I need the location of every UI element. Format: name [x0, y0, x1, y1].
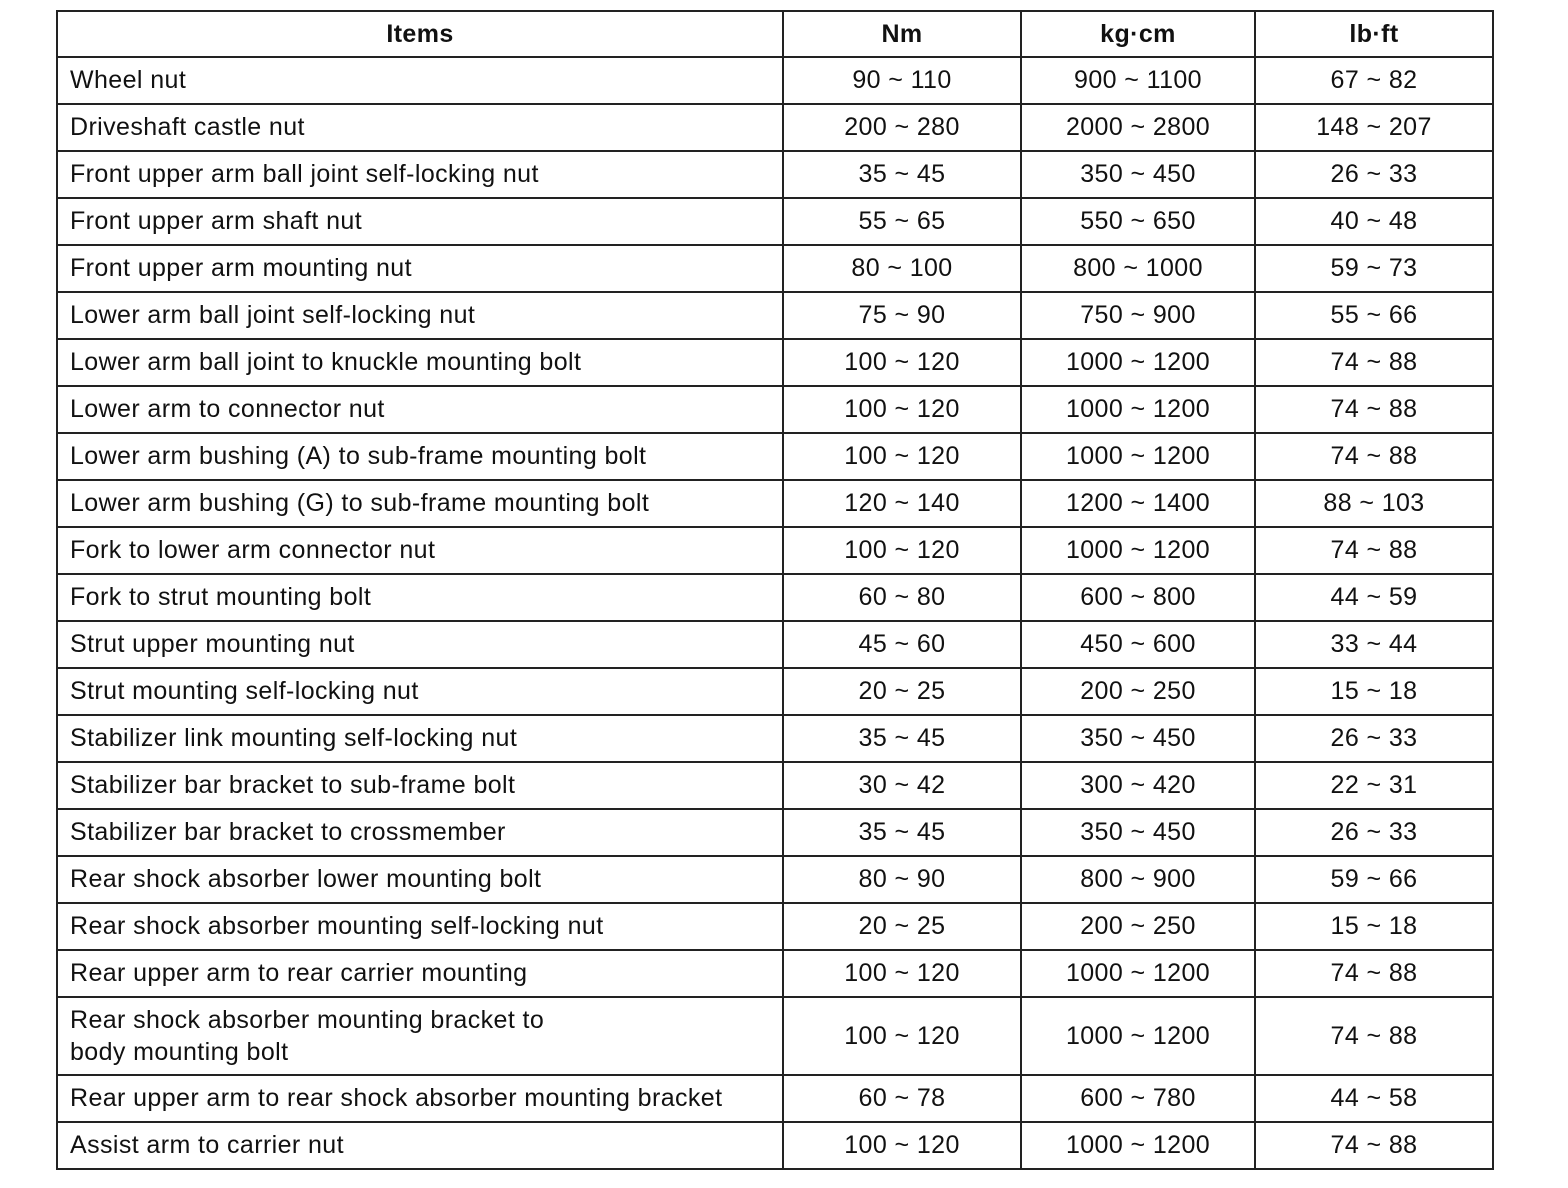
lbft-cell: 148 ~ 207	[1255, 104, 1493, 151]
item-cell	[57, 527, 783, 574]
lbft-cell: 74 ~ 88	[1255, 950, 1493, 997]
kgcm-cell: 1000 ~ 1200	[1021, 1122, 1255, 1169]
kgcm-cell: 800 ~ 1000	[1021, 245, 1255, 292]
lbft-cell: 26 ~ 33	[1255, 151, 1493, 198]
table-row	[57, 339, 1493, 386]
kgcm-cell: 1000 ~ 1200	[1021, 997, 1255, 1075]
nm-cell: 60 ~ 80	[783, 574, 1021, 621]
nm-cell: 100 ~ 120	[783, 997, 1021, 1075]
item-cell	[57, 198, 783, 245]
item-cell	[57, 715, 783, 762]
nm-cell: 80 ~ 90	[783, 856, 1021, 903]
table-row	[57, 621, 1493, 668]
header-kgcm: kg·cm	[1021, 11, 1255, 57]
nm-cell: 100 ~ 120	[783, 339, 1021, 386]
item-label: Lower arm bushing (G) to sub-frame mounting bolt	[70, 489, 650, 517]
item-cell	[57, 245, 783, 292]
item-label: Strut mounting self-locking nut	[70, 677, 419, 705]
kgcm-cell: 350 ~ 450	[1021, 809, 1255, 856]
nm-cell: 60 ~ 78	[783, 1075, 1021, 1122]
lbft-cell: 74 ~ 88	[1255, 1122, 1493, 1169]
nm-cell: 100 ~ 120	[783, 1122, 1021, 1169]
table-row	[57, 198, 1493, 245]
table-row	[57, 762, 1493, 809]
nm-cell: 200 ~ 280	[783, 104, 1021, 151]
item-label: Wheel nut	[70, 66, 187, 94]
item-label: Driveshaft castle nut	[70, 113, 305, 141]
lbft-cell: 26 ~ 33	[1255, 809, 1493, 856]
nm-cell: 120 ~ 140	[783, 480, 1021, 527]
item-cell	[57, 151, 783, 198]
item-cell	[57, 57, 783, 104]
kgcm-cell: 300 ~ 420	[1021, 762, 1255, 809]
nm-cell: 100 ~ 120	[783, 527, 1021, 574]
table-row	[57, 1122, 1493, 1169]
item-label: Fork to lower arm connector nut	[70, 536, 436, 564]
item-label: Rear upper arm to rear shock absorber mounting bracket	[70, 1084, 723, 1112]
nm-cell: 100 ~ 120	[783, 433, 1021, 480]
item-cell	[57, 997, 783, 1075]
table-row	[57, 715, 1493, 762]
nm-cell: 100 ~ 120	[783, 386, 1021, 433]
kgcm-cell: 800 ~ 900	[1021, 856, 1255, 903]
item-label: Stabilizer link mounting self-locking nut	[70, 724, 518, 752]
item-cell	[57, 856, 783, 903]
item-label: Rear upper arm to rear carrier mounting	[70, 959, 528, 987]
item-label: Rear shock absorber mounting self-locking nut	[70, 912, 604, 940]
lbft-cell: 26 ~ 33	[1255, 715, 1493, 762]
nm-cell: 30 ~ 42	[783, 762, 1021, 809]
table-row	[57, 903, 1493, 950]
table-row	[57, 292, 1493, 339]
item-label: Strut upper mounting nut	[70, 630, 355, 658]
kgcm-cell: 750 ~ 900	[1021, 292, 1255, 339]
table-row	[57, 997, 1493, 1075]
item-label: Front upper arm mounting nut	[70, 254, 412, 282]
kgcm-cell: 350 ~ 450	[1021, 715, 1255, 762]
nm-cell: 35 ~ 45	[783, 809, 1021, 856]
nm-cell: 100 ~ 120	[783, 950, 1021, 997]
lbft-cell: 15 ~ 18	[1255, 903, 1493, 950]
item-label: Assist arm to carrier nut	[70, 1131, 344, 1159]
lbft-cell: 59 ~ 73	[1255, 245, 1493, 292]
table-row	[57, 950, 1493, 997]
header-items: Items	[57, 11, 783, 57]
item-label: Lower arm bushing (A) to sub-frame mounting bolt	[70, 442, 647, 470]
nm-cell: 20 ~ 25	[783, 903, 1021, 950]
table-row	[57, 527, 1493, 574]
item-label: Front upper arm ball joint self-locking nut	[70, 160, 539, 188]
header-row	[57, 11, 1493, 57]
kgcm-cell: 1000 ~ 1200	[1021, 433, 1255, 480]
lbft-cell: 74 ~ 88	[1255, 386, 1493, 433]
nm-cell: 90 ~ 110	[783, 57, 1021, 104]
item-cell	[57, 950, 783, 997]
table-body	[57, 57, 1493, 1169]
nm-cell: 35 ~ 45	[783, 151, 1021, 198]
item-cell	[57, 809, 783, 856]
table-row	[57, 809, 1493, 856]
table-row	[57, 856, 1493, 903]
item-cell	[57, 1075, 783, 1122]
header-nm: Nm	[783, 11, 1021, 57]
table-row	[57, 1075, 1493, 1122]
lbft-cell: 74 ~ 88	[1255, 433, 1493, 480]
item-label: Stabilizer bar bracket to crossmember	[70, 818, 506, 846]
kgcm-cell: 1000 ~ 1200	[1021, 386, 1255, 433]
nm-cell: 20 ~ 25	[783, 668, 1021, 715]
table-row	[57, 151, 1493, 198]
item-label: Lower arm ball joint to knuckle mounting bolt	[70, 348, 582, 376]
kgcm-cell: 1000 ~ 1200	[1021, 527, 1255, 574]
nm-cell: 80 ~ 100	[783, 245, 1021, 292]
item-cell	[57, 104, 783, 151]
nm-cell: 55 ~ 65	[783, 198, 1021, 245]
item-cell	[57, 668, 783, 715]
table-row	[57, 574, 1493, 621]
table-row	[57, 245, 1493, 292]
item-cell	[57, 433, 783, 480]
lbft-cell: 59 ~ 66	[1255, 856, 1493, 903]
lbft-cell: 67 ~ 82	[1255, 57, 1493, 104]
item-cell	[57, 621, 783, 668]
item-cell	[57, 480, 783, 527]
kgcm-cell: 550 ~ 650	[1021, 198, 1255, 245]
kgcm-cell: 200 ~ 250	[1021, 903, 1255, 950]
item-cell	[57, 903, 783, 950]
item-cell	[57, 292, 783, 339]
lbft-cell: 74 ~ 88	[1255, 527, 1493, 574]
kgcm-cell: 2000 ~ 2800	[1021, 104, 1255, 151]
kgcm-cell: 1000 ~ 1200	[1021, 339, 1255, 386]
item-cell	[57, 1122, 783, 1169]
item-label: Lower arm to connector nut	[70, 395, 385, 423]
lbft-cell: 40 ~ 48	[1255, 198, 1493, 245]
table-row	[57, 480, 1493, 527]
item-label: Stabilizer bar bracket to sub-frame bolt	[70, 771, 516, 799]
kgcm-cell: 350 ~ 450	[1021, 151, 1255, 198]
table-row	[57, 668, 1493, 715]
kgcm-cell: 900 ~ 1100	[1021, 57, 1255, 104]
item-label: Fork to strut mounting bolt	[70, 583, 372, 611]
item-label-line2: body mounting bolt	[70, 1038, 289, 1066]
item-cell	[57, 574, 783, 621]
item-label: Rear shock absorber lower mounting bolt	[70, 865, 542, 893]
item-label: Rear shock absorber mounting bracket to	[70, 1006, 545, 1034]
lbft-cell: 15 ~ 18	[1255, 668, 1493, 715]
nm-cell: 35 ~ 45	[783, 715, 1021, 762]
lbft-cell: 22 ~ 31	[1255, 762, 1493, 809]
kgcm-cell: 200 ~ 250	[1021, 668, 1255, 715]
kgcm-cell: 600 ~ 800	[1021, 574, 1255, 621]
torque-spec-table	[56, 10, 1494, 1170]
lbft-cell: 44 ~ 59	[1255, 574, 1493, 621]
table-row	[57, 433, 1493, 480]
table-row	[57, 386, 1493, 433]
kgcm-cell: 1000 ~ 1200	[1021, 950, 1255, 997]
item-label: Front upper arm shaft nut	[70, 207, 363, 235]
lbft-cell: 74 ~ 88	[1255, 997, 1493, 1075]
lbft-cell: 44 ~ 58	[1255, 1075, 1493, 1122]
lbft-cell: 33 ~ 44	[1255, 621, 1493, 668]
lbft-cell: 55 ~ 66	[1255, 292, 1493, 339]
item-cell	[57, 386, 783, 433]
nm-cell: 75 ~ 90	[783, 292, 1021, 339]
kgcm-cell: 450 ~ 600	[1021, 621, 1255, 668]
header-lbft: lb·ft	[1255, 11, 1493, 57]
nm-cell: 45 ~ 60	[783, 621, 1021, 668]
item-cell	[57, 339, 783, 386]
table-row	[57, 57, 1493, 104]
item-label: Lower arm ball joint self-locking nut	[70, 301, 476, 329]
table-row	[57, 104, 1493, 151]
lbft-cell: 74 ~ 88	[1255, 339, 1493, 386]
lbft-cell: 88 ~ 103	[1255, 480, 1493, 527]
kgcm-cell: 600 ~ 780	[1021, 1075, 1255, 1122]
item-cell	[57, 762, 783, 809]
kgcm-cell: 1200 ~ 1400	[1021, 480, 1255, 527]
